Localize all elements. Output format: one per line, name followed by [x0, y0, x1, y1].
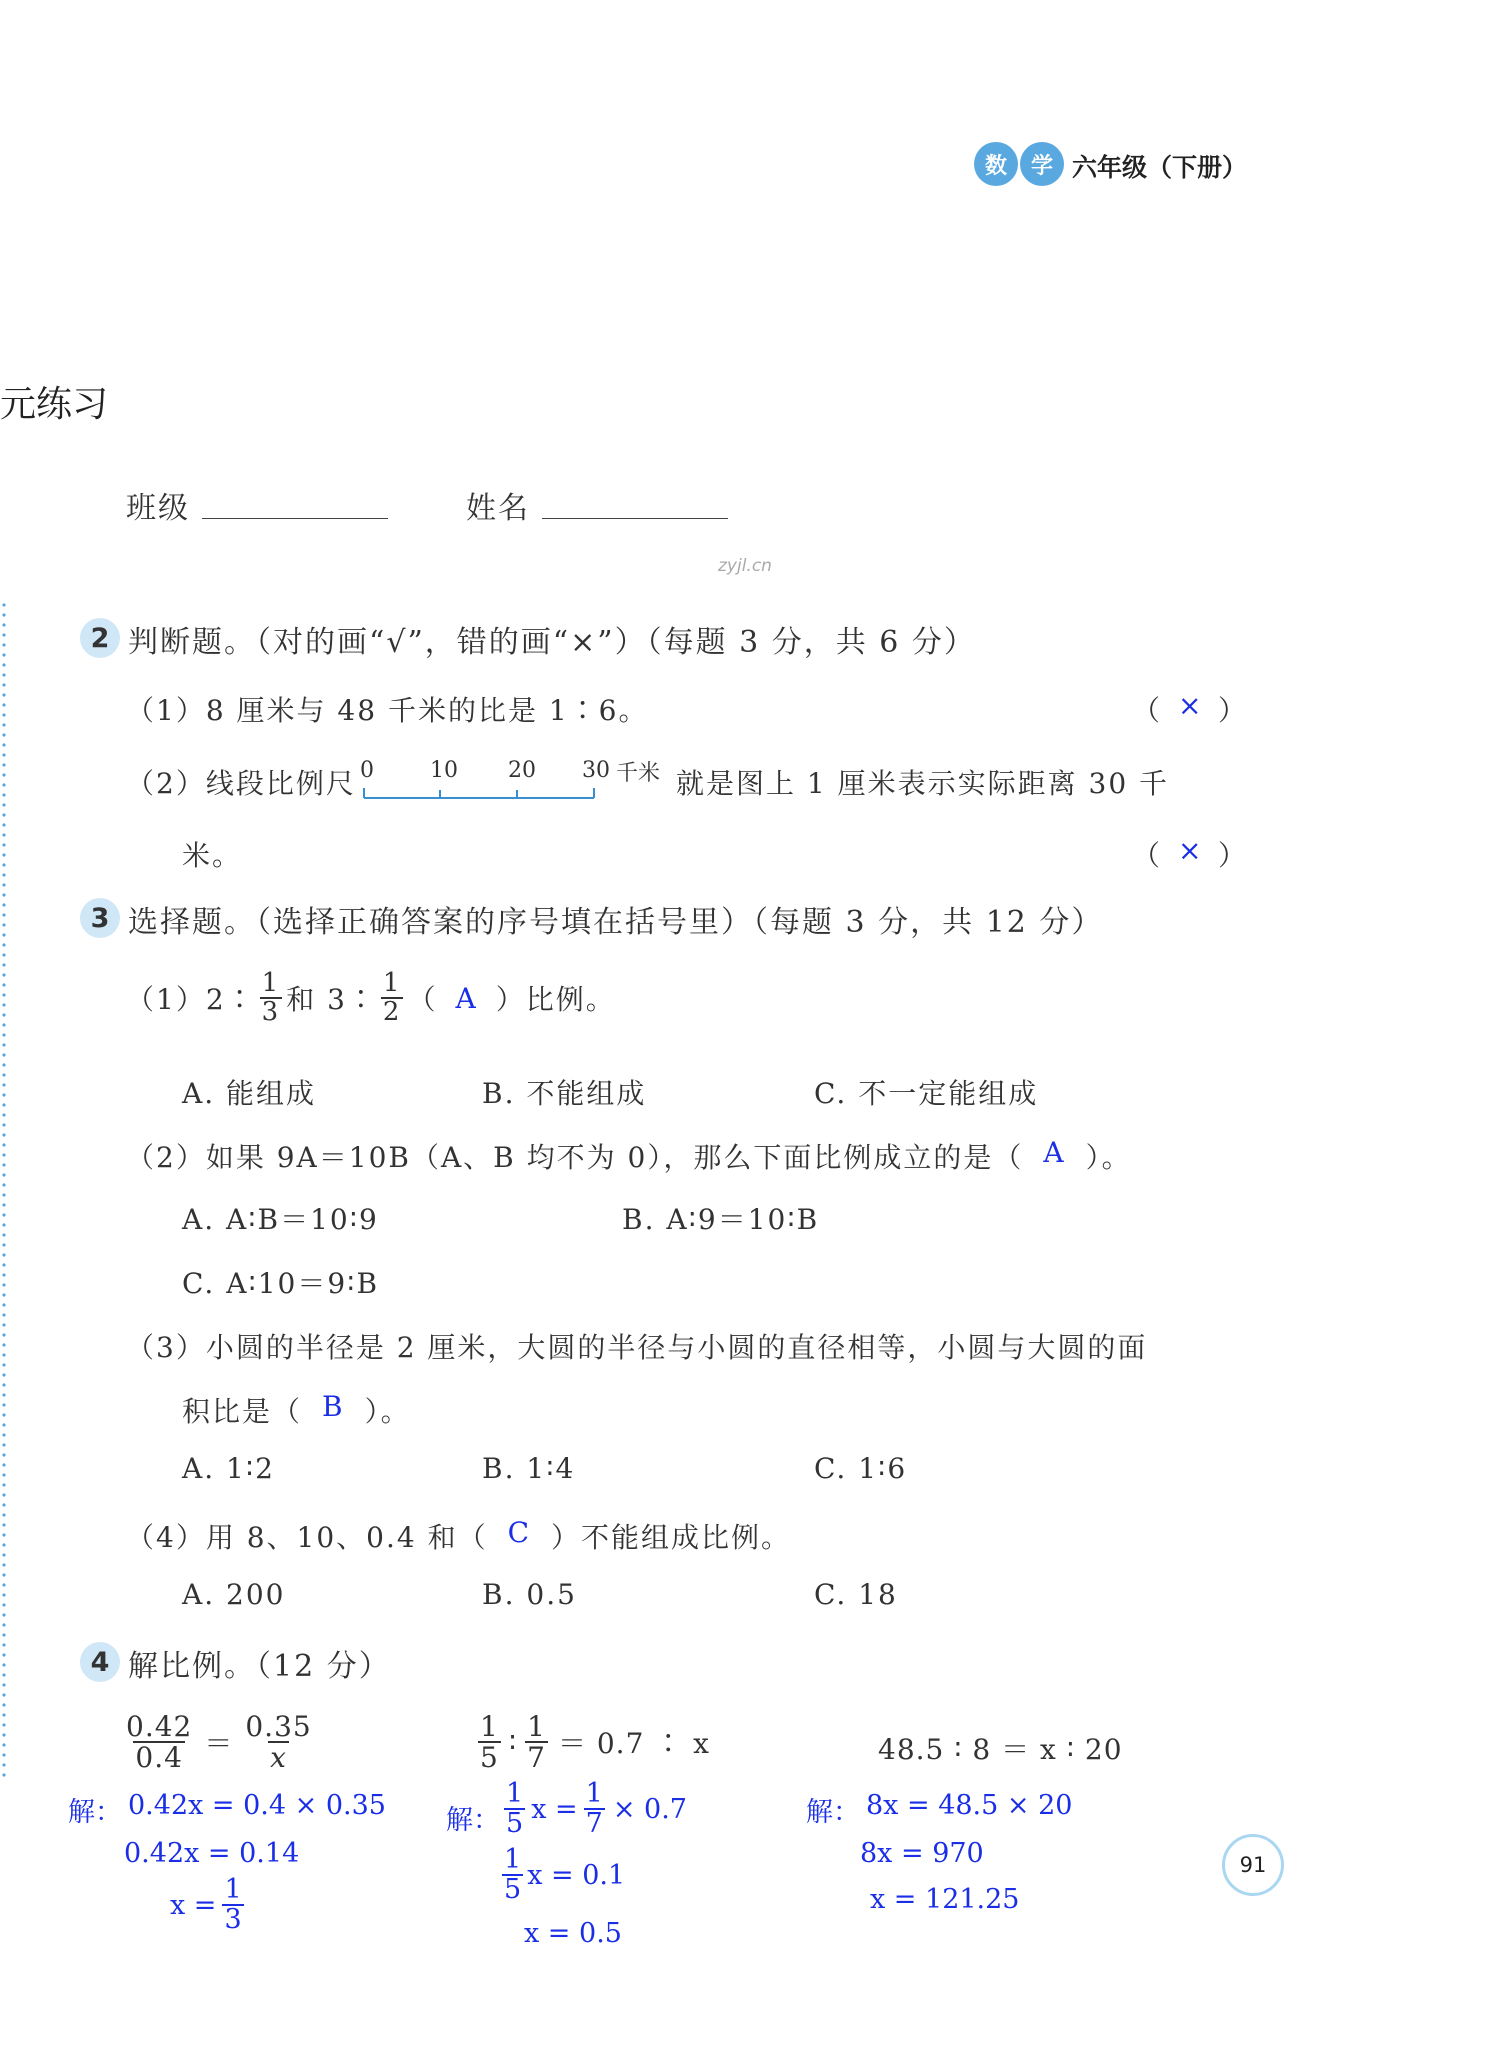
p2-frac1-numerator: 1 [480, 1710, 499, 1743]
p2-colon: ∶ [508, 1725, 518, 1759]
q3-item3-line2 [182, 1390, 411, 1430]
p1-step3-lhs: x = [170, 1889, 217, 1921]
frac2-numerator: 1 [382, 968, 402, 998]
p1-step3-numerator: 1 [224, 1874, 242, 1905]
p1-equals: ＝ [204, 1727, 234, 1761]
question-3-title: 选择题。（选择正确答案的序号填在括号里）（每题 3 分，共 12 分） [128, 905, 1104, 940]
p1-rhs-denominator: x [270, 1741, 287, 1775]
p1-lhs-denominator: 0.4 [135, 1741, 183, 1775]
p2-frac2-numerator: 1 [527, 1710, 546, 1743]
question-3-number: 3 [80, 898, 120, 938]
scale-label-0: 0 [360, 758, 374, 783]
q2-item2-prefix: （2）线段比例尺 [126, 767, 356, 800]
p1-step2: 0.42x = 0.14 [124, 1838, 300, 1869]
q3-item2-suffix: ）。 [1085, 1141, 1132, 1174]
p2-frac1-denominator: 5 [480, 1741, 499, 1775]
q3-item1-frac1 [260, 970, 283, 1027]
section-title: 元练习 [0, 384, 109, 425]
p3-step3: x = 121.25 [870, 1884, 1020, 1915]
class-label: 班级 [126, 491, 190, 526]
name-label: 姓名 [466, 491, 530, 526]
q3-item1-prefix: （1）2∶ [126, 983, 256, 1017]
p1-step3 [170, 1876, 244, 1935]
p1-step3-fraction [222, 1876, 243, 1935]
q3-item2-option-a: A. A∶B＝10∶9 [182, 1203, 379, 1236]
q3-item1 [126, 970, 616, 1027]
p2-step1-frac2-denominator: 7 [585, 1808, 603, 1840]
p1-rhs-numerator: 0.35 [245, 1710, 312, 1743]
question-4-number: 4 [80, 1642, 120, 1682]
q2-item1-text: （1）8 厘米与 48 千米的比是 1∶6。 [126, 694, 649, 727]
q3-item2 [126, 1136, 1132, 1176]
page-number: 91 [1222, 1834, 1284, 1896]
q3-item2-answer: A [1043, 1136, 1066, 1169]
frac1-denominator: 3 [261, 997, 281, 1028]
p2-frac1 [478, 1712, 501, 1773]
q3-item2-text: （2）如果 9A＝10B（A、B 均不为 0），那么下面比例成立的是（ [126, 1141, 1024, 1174]
question-2-title: 判断题。（对的画“√”，错的画“×”）（每题 3 分，共 6 分） [128, 625, 976, 660]
q4-problem1 [124, 1712, 314, 1773]
scale-label-30: 30 [582, 758, 610, 783]
p2-step1-frac2-numerator: 1 [585, 1778, 603, 1809]
scale-bar-line [360, 786, 600, 804]
q3-item1-mid: 和 3∶ [286, 983, 377, 1017]
q3-item1-option-b: B. 不能组成 [482, 1077, 647, 1110]
question-2-number: 2 [80, 618, 120, 658]
p2-step1-mid: x = [531, 1793, 578, 1825]
q3-item1-answer: A [455, 981, 478, 1015]
class-blank [202, 518, 388, 519]
p2-step2-tail: x = 0.1 [527, 1859, 626, 1891]
q3-item1-option-a: A. 能组成 [182, 1077, 317, 1110]
p2-step1-frac1-numerator: 1 [506, 1778, 524, 1809]
p1-lhs-numerator: 0.42 [126, 1710, 193, 1743]
p2-rest: ＝ 0.7 ∶ x [557, 1727, 710, 1761]
p1-step3-denominator: 3 [224, 1904, 242, 1936]
q2-item2-paren-close: ） [1218, 839, 1249, 872]
p3-jie-label: 解： [806, 1797, 860, 1828]
subject-badge-math-1: 数 [974, 142, 1018, 186]
q3-item1-option-c: C. 不一定能组成 [814, 1077, 1039, 1110]
q3-item4-option-a: A. 200 [182, 1578, 286, 1611]
q4-problem3: 48.5 ∶ 8 ＝ x ∶ 20 [878, 1733, 1123, 1766]
subject-badge-math-2: 学 [1020, 142, 1064, 186]
scale-unit: 千米 [616, 761, 661, 786]
p2-step2-frac [502, 1846, 523, 1905]
left-dotted-border [0, 600, 8, 1780]
q3-item2-option-c: C. A∶10＝9∶B [182, 1267, 380, 1300]
p2-step2-numerator: 1 [504, 1844, 522, 1875]
frac1-numerator: 1 [261, 968, 281, 998]
question-4-title: 解比例。（12 分） [128, 1649, 391, 1684]
q3-item4 [126, 1516, 791, 1556]
q4-problem2 [478, 1712, 710, 1773]
p2-frac2-denominator: 7 [527, 1741, 546, 1775]
q3-item4-option-c: C. 18 [814, 1578, 898, 1611]
line-scale-diagram [360, 758, 660, 804]
q3-item4-prefix: （4）用 8、10、0.4 和（ [126, 1521, 488, 1554]
p2-step1-tail: × 0.7 [612, 1793, 687, 1825]
grade-label: 六年级（下册） [1072, 153, 1248, 182]
p1-rhs-fraction [243, 1712, 313, 1773]
q3-item4-answer: C [507, 1516, 532, 1549]
p3-step2: 8x = 970 [860, 1838, 984, 1869]
p1-lhs-fraction [124, 1712, 194, 1773]
q3-item1-frac2 [381, 970, 404, 1027]
p3-step1: 8x = 48.5 × 20 [866, 1790, 1073, 1821]
p2-step1-frac1-denominator: 5 [506, 1808, 524, 1840]
scale-label-10: 10 [430, 758, 458, 783]
q2-item2-line2: 米。 [182, 839, 243, 872]
q3-item4-option-b: B. 0.5 [482, 1578, 577, 1611]
q2-item2-suffix: 就是图上 1 厘米表示实际距离 30 千 [676, 767, 1170, 800]
name-blank [542, 518, 728, 519]
q3-item3-answer: B [322, 1390, 345, 1423]
q3-item3-line1: （3）小圆的半径是 2 厘米，大圆的半径与小圆的直径相等，小圆与大圆的面 [126, 1331, 1148, 1364]
q3-item3-line2-suffix: ）。 [364, 1395, 411, 1428]
q3-item4-suffix: ）不能组成比例。 [551, 1521, 792, 1554]
p2-step1 [504, 1780, 687, 1839]
q2-item2-answer: × [1178, 834, 1204, 867]
p2-step2 [502, 1846, 625, 1905]
p2-step1-frac2 [584, 1780, 605, 1839]
q3-item1-suffix: ）比例。 [495, 983, 616, 1017]
watermark: zyjl.cn [718, 556, 772, 576]
frac2-denominator: 2 [382, 997, 402, 1028]
p2-step2-denominator: 5 [504, 1874, 522, 1906]
q3-item1-paren-open: （ [407, 983, 438, 1017]
scale-label-20: 20 [508, 758, 536, 783]
p2-step1-frac1 [504, 1780, 525, 1839]
q2-item1-answer: × [1178, 689, 1204, 722]
q2-item1-paren-open: （ [1132, 694, 1163, 727]
p2-step3: x = 0.5 [524, 1918, 622, 1949]
q3-item3-option-a: A. 1∶2 [182, 1452, 275, 1485]
q2-item1-paren-close: ） [1218, 694, 1249, 727]
p1-jie-label: 解： [68, 1797, 122, 1828]
p2-jie-label: 解： [446, 1805, 500, 1836]
q3-item3-option-b: B. 1∶4 [482, 1452, 576, 1485]
q2-item2-paren-open: （ [1132, 839, 1163, 872]
p2-frac2 [525, 1712, 548, 1773]
q3-item3-line2-prefix: 积比是（ [182, 1395, 303, 1428]
p1-step1: 0.42x = 0.4 × 0.35 [128, 1790, 386, 1821]
q3-item2-option-b: B. A∶9＝10∶B [622, 1203, 820, 1236]
q3-item3-option-c: C. 1∶6 [814, 1452, 908, 1485]
